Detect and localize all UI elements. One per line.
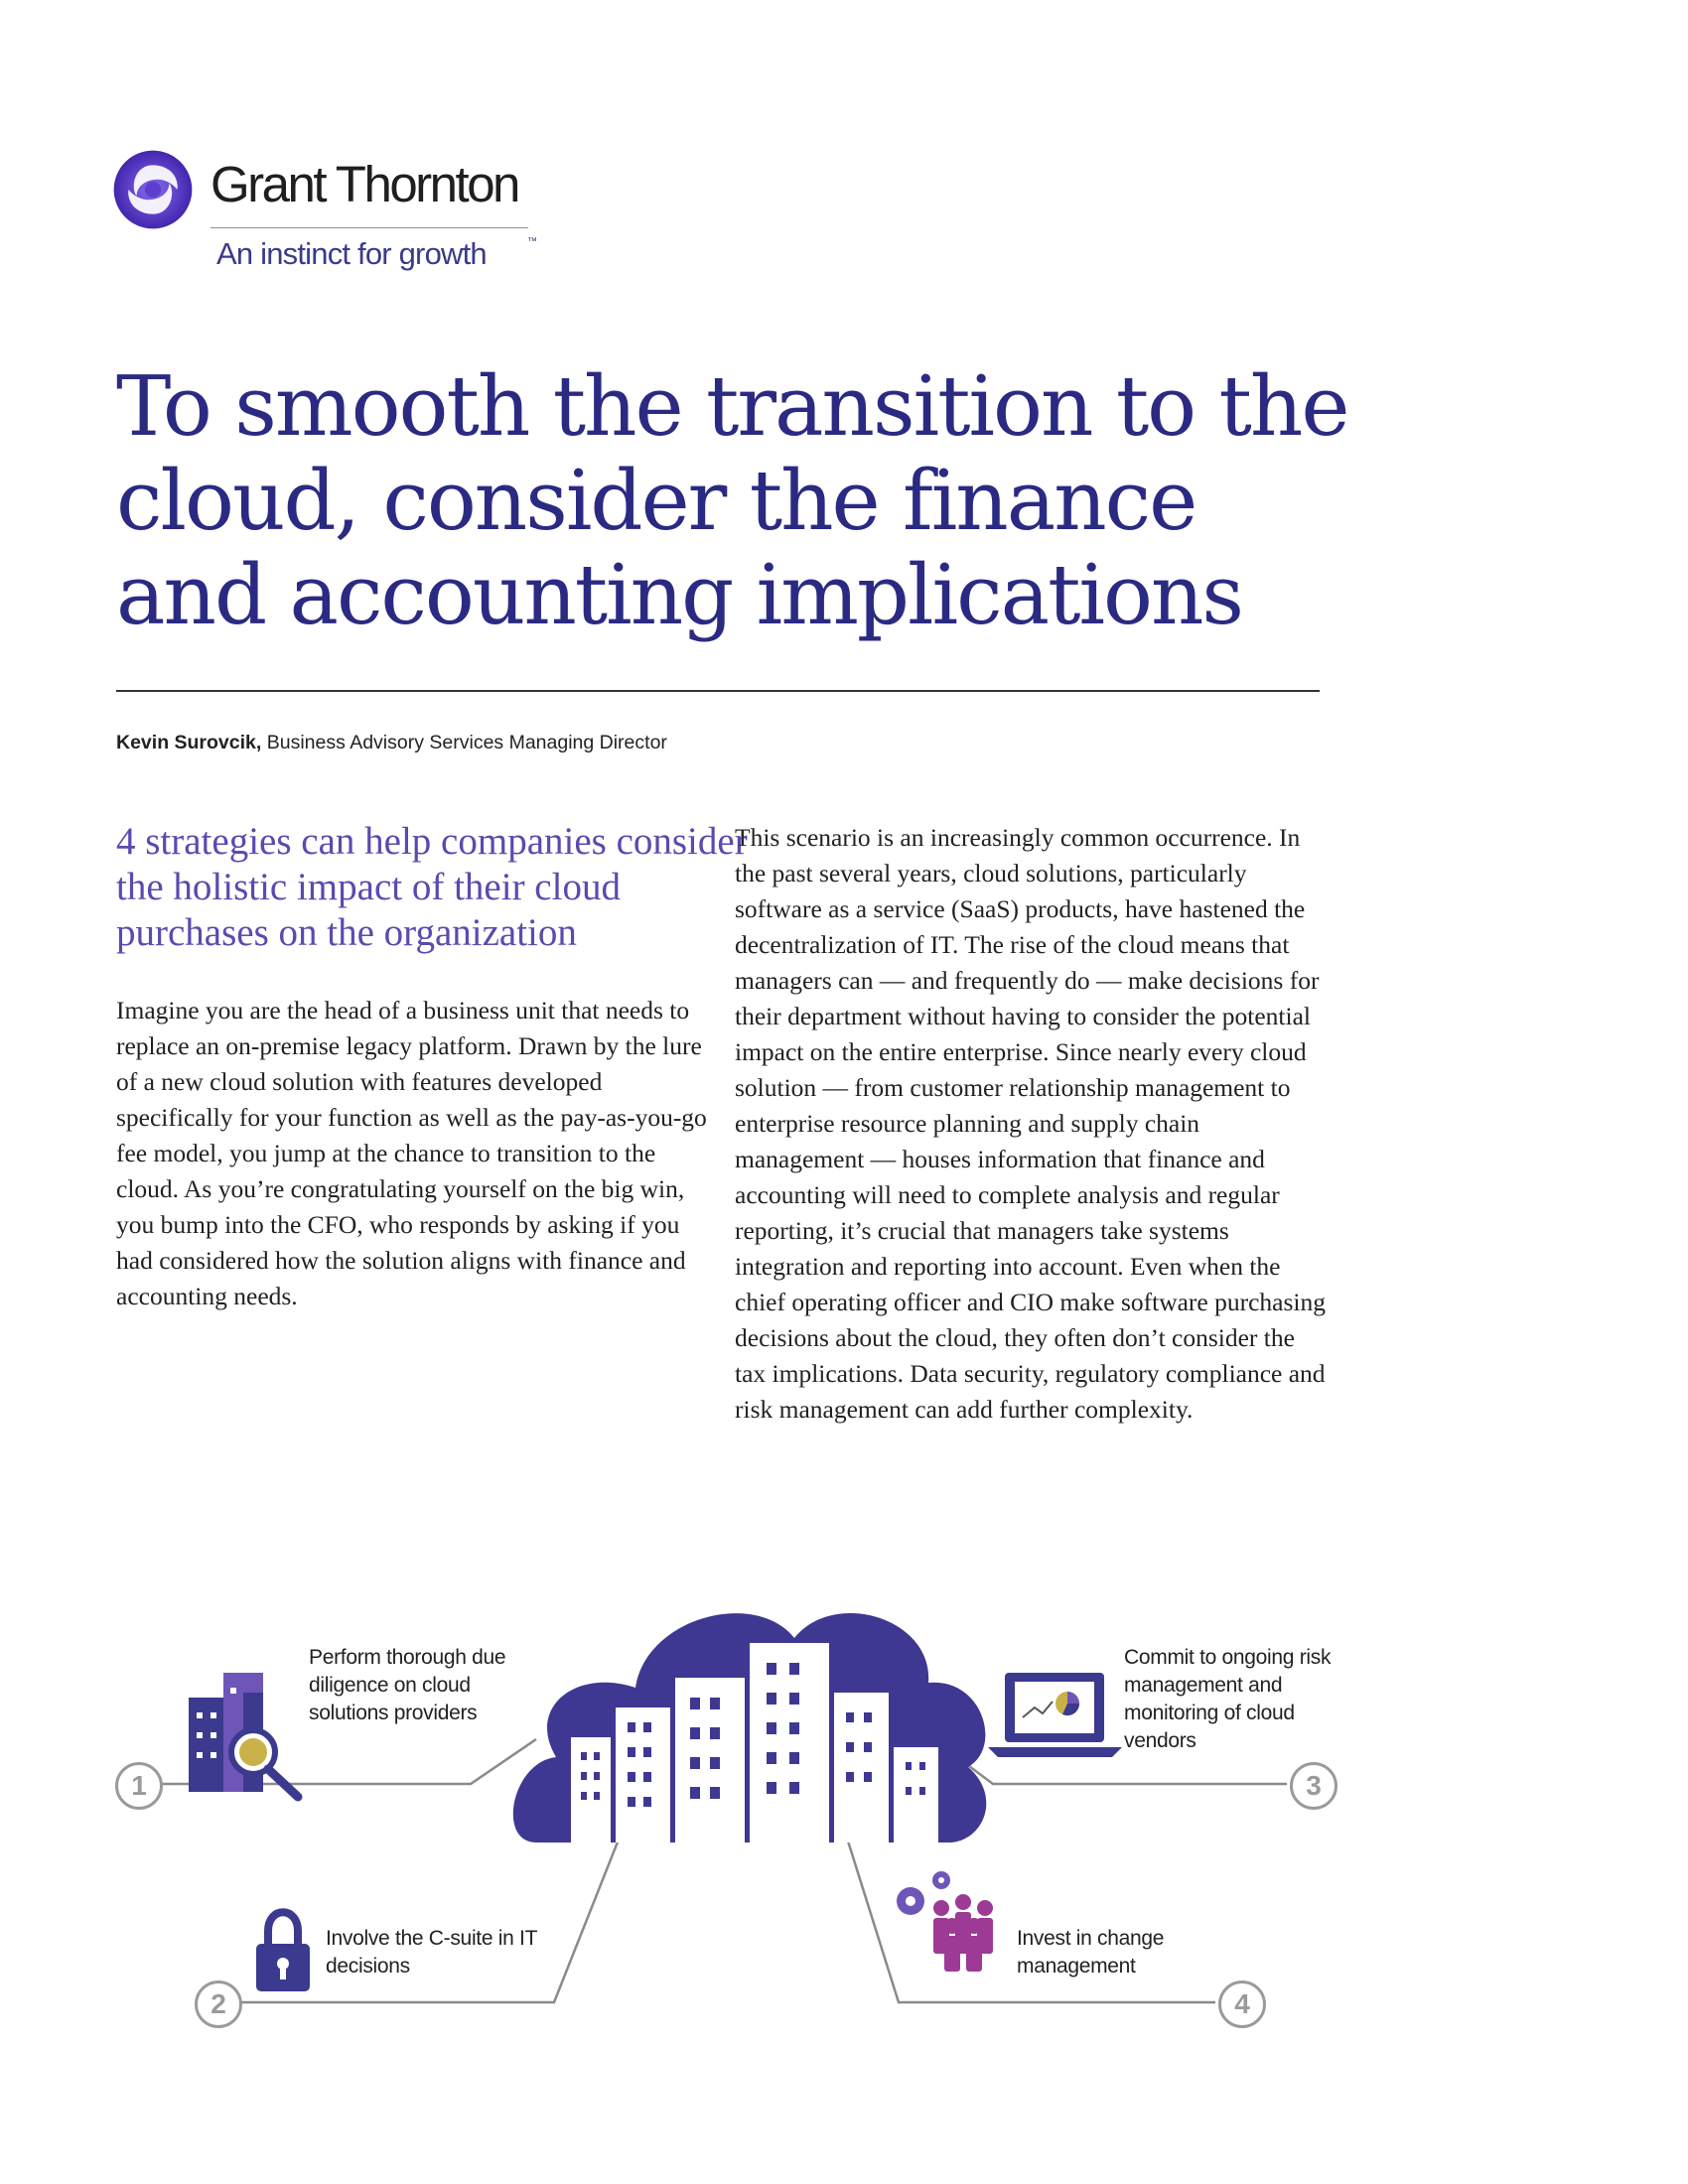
- strategy-3-number: 3: [1290, 1762, 1337, 1810]
- author-role: Business Advisory Services Managing Director: [266, 732, 667, 753]
- strategies-infographic: [0, 1509, 1688, 2065]
- brand-divider: [211, 227, 528, 228]
- trademark-symbol: ™: [527, 236, 537, 247]
- cloud-icon: [513, 1613, 986, 1843]
- subheading: 4 strategies can help companies consider the holistic impact of their cloud purchases on the organization: [116, 820, 748, 954]
- strategy-2-number: 2: [195, 1980, 242, 2028]
- author-name: Kevin Surovcik,: [116, 732, 262, 753]
- laptop-chart-icon: [988, 1673, 1122, 1757]
- strategy-3-label: Commit to ongoing risk management and monitoring of cloud vendors: [1124, 1646, 1332, 1752]
- brand-name: Grant Thornton: [211, 156, 518, 212]
- strategy-2-label: Involve the C-suite in IT decisions: [326, 1927, 537, 1978]
- title-divider: [116, 690, 1320, 692]
- strategy-1-label: Perform thorough due diligence on cloud solutions providers: [309, 1646, 506, 1724]
- byline: [116, 732, 667, 754]
- page-title: To smooth the transition to the cloud, consider the finance and accounting implications: [116, 358, 1348, 643]
- grant-thornton-logo-icon: [112, 149, 194, 230]
- padlock-icon: [256, 1912, 310, 1991]
- scenario-paragraph: This scenario is an increasingly common occurrence. In the past several years, cloud solutions, particularly software as a service (SaaS) products, have hastened the decentralization of IT. The rise of the cloud means that managers can — and frequently do — make decisions for their department without having to consider the potential impact on the entire enterprise. Since nearly every cloud solution — from customer relationship management to enterprise resource planning and supply chain management — houses information that finance and accounting will need to complete analysis and regular reporting, it’s crucial that managers take systems integration and reporting into account. Even when the chief operating officer and CIO make software purchasing decisions about the cloud, they often don’t consider the tax implications. Data security, regulatory compliance and risk management can add further complexity.: [735, 823, 1327, 1424]
- intro-paragraph: Imagine you are the head of a business unit that needs to replace an on-premise legacy platform. Drawn by the lure of a new cloud solution with features developed specifically for your function as well as the pay-as-you-go fee model, you jump at the chance to transition to the cloud. As you’re congratulating yourself on the big win, you bump into the CFO, who responds by asking if you had considered how the solution aligns with finance and accounting needs.: [116, 996, 707, 1310]
- strategy-4-label: Invest in change management: [1017, 1927, 1165, 1978]
- building-magnifier-icon: [189, 1673, 298, 1797]
- strategy-1-number: 1: [115, 1762, 163, 1810]
- people-gears-icon: [897, 1871, 993, 1972]
- brand-tagline: An instinct for growth: [216, 236, 487, 271]
- strategy-4-number: 4: [1218, 1980, 1266, 2028]
